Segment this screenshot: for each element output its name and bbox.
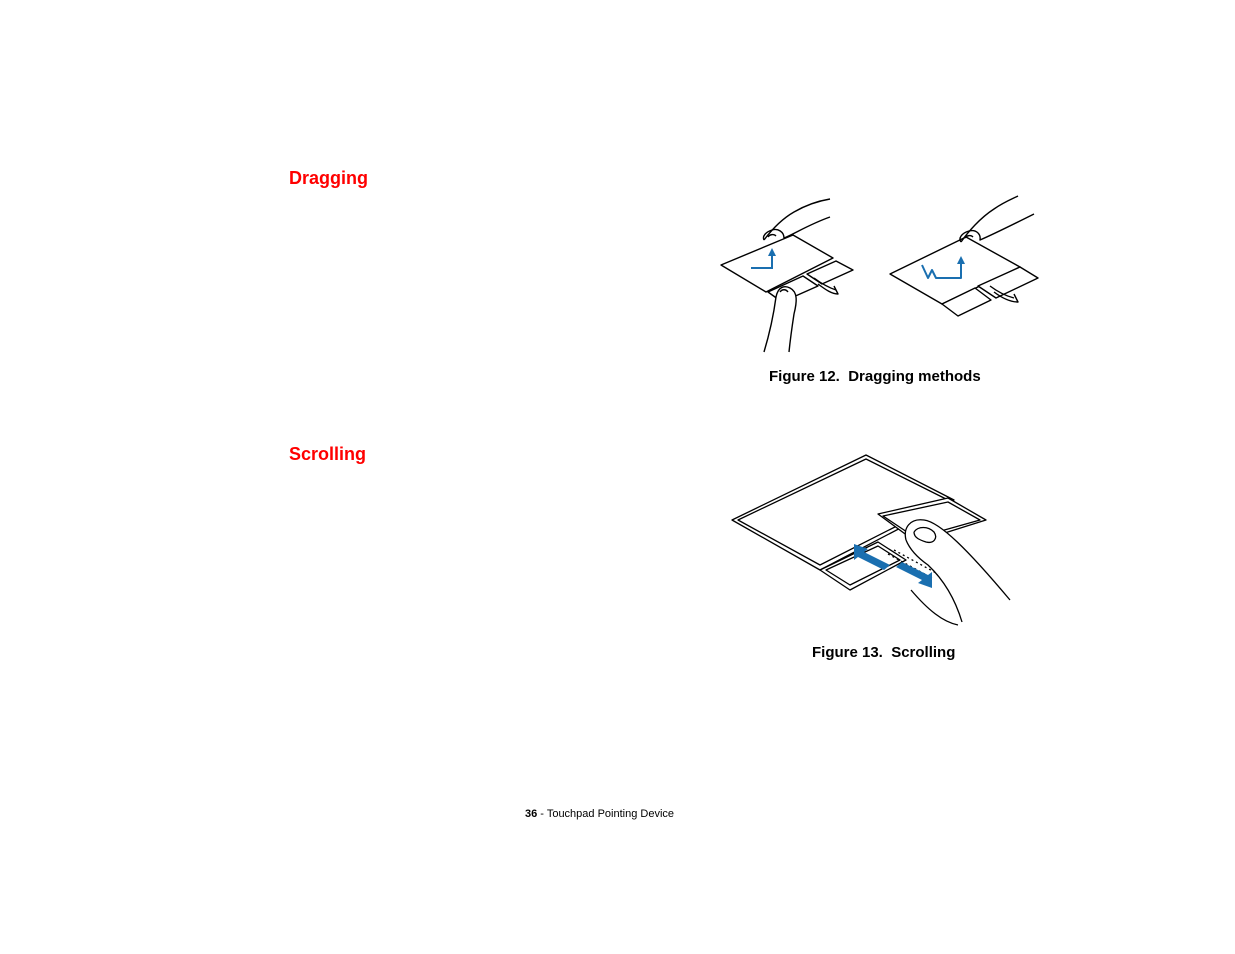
figure-12-caption: Figure 12. Dragging methods [769,368,981,385]
section-heading-scrolling: Scrolling [289,444,367,464]
touchpad-dragging-illustration [718,192,1043,357]
figure-13-caption: Figure 13. Scrolling [812,644,956,661]
page-number: 36 [525,808,538,820]
touchpad-scrolling-illustration [728,450,1018,628]
page-footer [525,807,674,821]
section-heading-dragging: Dragging [289,168,368,188]
figure-dragging-methods [718,192,1043,357]
figure-scrolling [728,450,1018,628]
footer-text: - Touchpad Pointing Device [537,808,675,820]
